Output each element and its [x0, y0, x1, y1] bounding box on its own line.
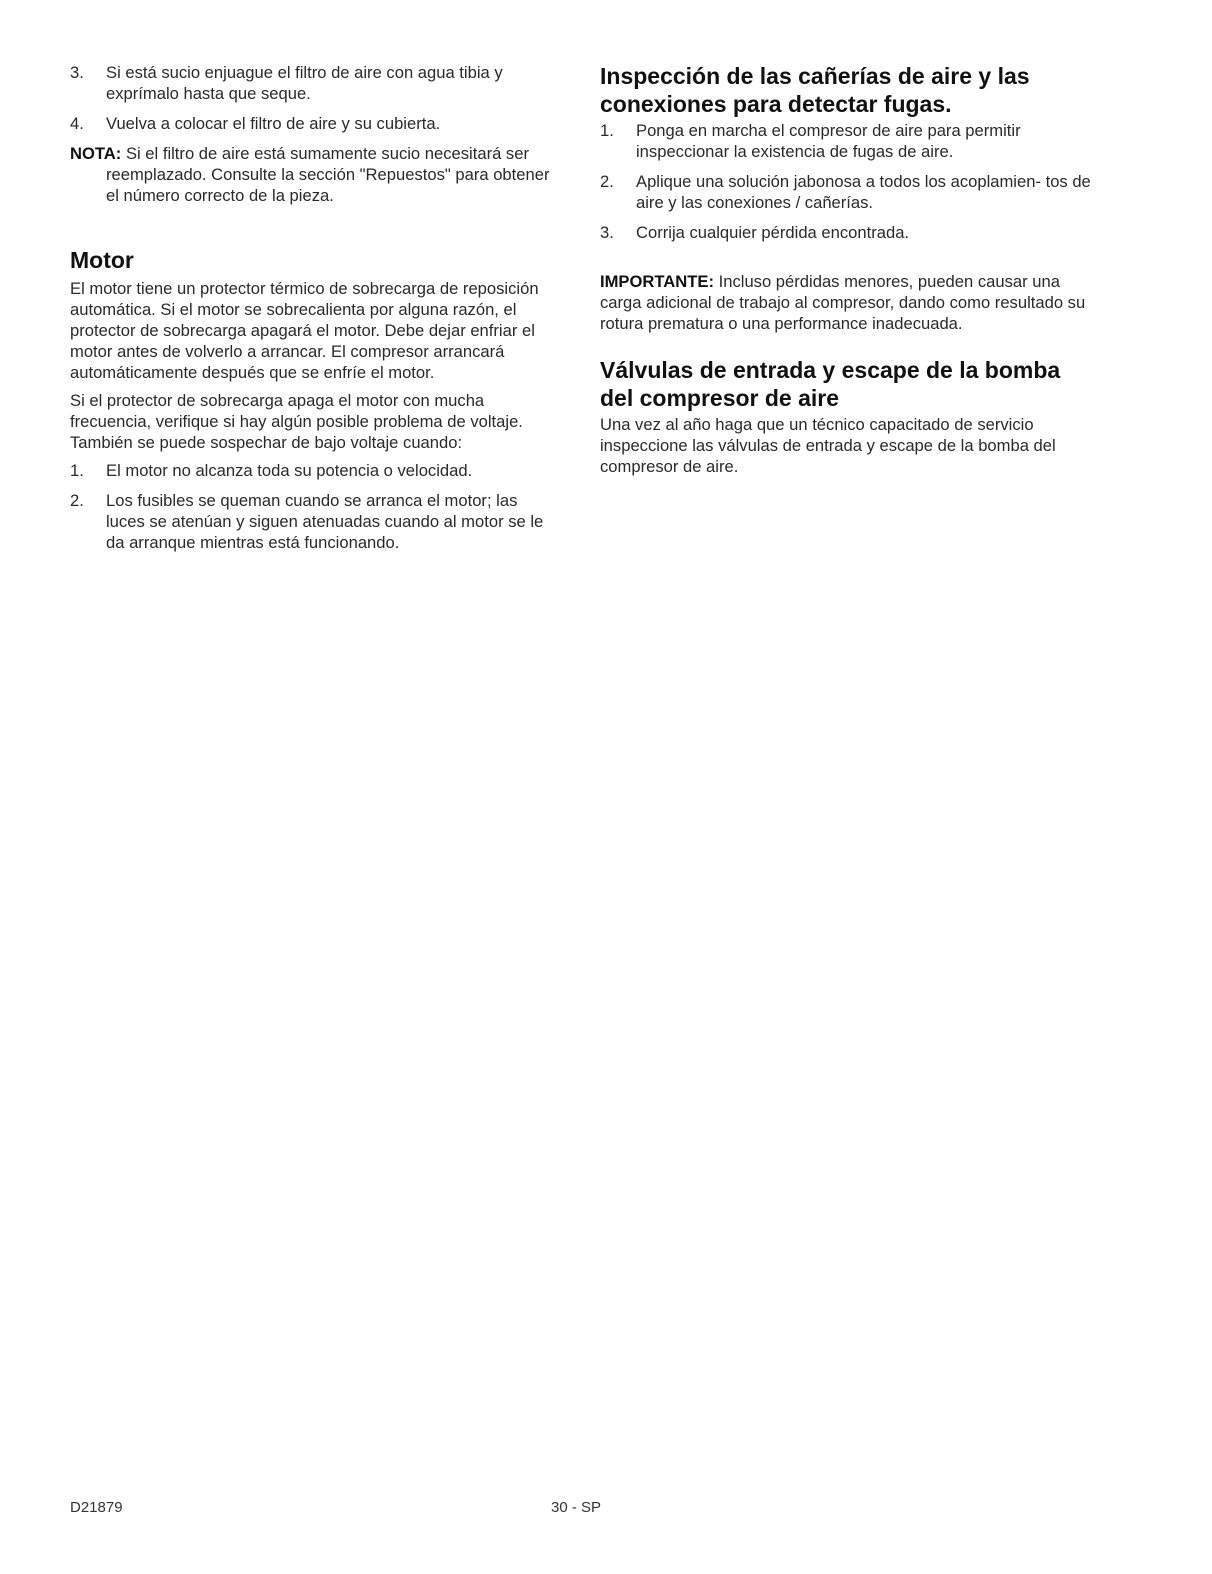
motor-heading: Motor	[70, 247, 134, 273]
important-text: Incluso pérdidas menores, pueden causar una carga adicional de trabajo al compresor, dando como resultado su rotura prematura o una performance inadecuada.	[600, 272, 1086, 333]
motor-paragraph-1: El motor tiene un protector térmico de sobrecarga de reposición automática. Si el motor se sobrecalienta por alguna razón, el protector de sobrecarga apagará el motor. Debe dejar enfriar el motor antes de volverlo a arrancar. El compresor arrancará automáticamente después que se enfríe el motor.	[70, 279, 539, 382]
important-note	[600, 271, 1095, 334]
list-item	[600, 120, 1095, 162]
motor-paragraph-2: Si el protector de sobrecarga apaga el motor con mucha frecuencia, verifique si hay algún posible problema de voltaje. También se puede sospechar de bajo voltaje cuando:	[70, 391, 523, 452]
item-text: Ponga en marcha el compresor de aire para permitir inspeccionar la existencia de fugas de aire.	[636, 121, 1021, 161]
right-column	[600, 62, 1095, 477]
inspection-heading: Inspección de las cañerías de aire y las conexiones para detectar fugas.	[600, 63, 1030, 117]
list-item	[70, 460, 555, 481]
important-label: IMPORTANTE:	[600, 272, 714, 291]
item-text: Vuelva a colocar el filtro de aire y su cubierta.	[106, 114, 441, 133]
note	[70, 143, 555, 206]
list-item	[600, 171, 1095, 213]
item-number: 2.	[600, 172, 614, 191]
item-number: 4.	[70, 114, 84, 133]
item-number: 3.	[600, 223, 614, 242]
document-code: D21879	[70, 1499, 123, 1516]
note-text: Si el filtro de aire está sumamente sucio necesitará ser reemplazado. Consulte la sección "Repuestos" para obtener el número correcto de la pieza.	[106, 144, 550, 205]
item-text: El motor no alcanza toda su potencia o velocidad.	[106, 461, 473, 480]
valves-paragraph: Una vez al año haga que un técnico capacitado de servicio inspeccione las válvulas de entrada y escape de la bomba del compresor de aire.	[600, 415, 1056, 476]
list-item	[70, 490, 555, 553]
item-number: 3.	[70, 63, 84, 82]
valves-heading: Válvulas de entrada y escape de la bomba del compresor de aire	[600, 357, 1061, 411]
item-text: Corrija cualquier pérdida encontrada.	[636, 223, 910, 242]
note-label: NOTA:	[70, 144, 122, 163]
item-text: Si está sucio enjuague el filtro de aire con agua tibia y exprímalo hasta que seque.	[106, 63, 503, 103]
list-item	[600, 222, 1095, 243]
list-item	[70, 113, 555, 134]
page-number: 30 - SP	[551, 1499, 602, 1516]
item-text: Aplique una solución jabonosa a todos los acoplamien- tos de aire y las conexiones / cañerías.	[636, 172, 1091, 212]
left-column	[70, 62, 555, 562]
list-item	[70, 62, 555, 104]
item-number: 1.	[600, 121, 614, 140]
item-number: 1.	[70, 461, 84, 480]
item-text: Los fusibles se queman cuando se arranca el motor; las luces se atenúan y siguen atenuadas cuando al motor se le da arranque mientras está funcionando.	[106, 491, 544, 552]
item-number: 2.	[70, 491, 84, 510]
